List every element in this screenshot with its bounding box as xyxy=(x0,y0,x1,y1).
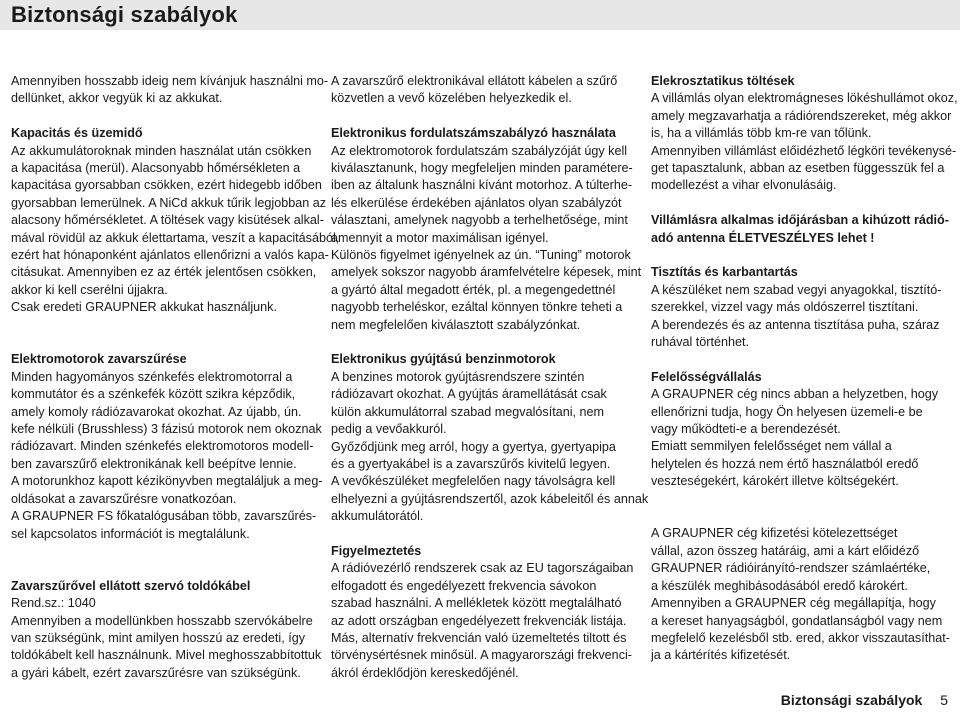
paragraph-spacer xyxy=(331,108,631,125)
text-line: nagyobb terheléskor, ezáltal könnyen tönkre teheti a xyxy=(331,300,623,315)
text-line: Minden hagyományos szénkefés elektromotorral a xyxy=(11,369,293,384)
text-line: a gyártó által megadott érték, pl. a megengedettnél xyxy=(331,282,616,297)
paragraph-spacer xyxy=(651,351,951,368)
text-line: A rádióvezérlő rendszerek csak az EU tagországaiban xyxy=(331,561,634,576)
paragraph-spacer xyxy=(11,560,311,577)
text-line: ellenőrizni tudja, hogy Ön helyesen üzemeli-e be xyxy=(651,404,923,419)
text-line: dellünket, akkor vegyük ki az akkukat. xyxy=(11,91,223,106)
text-line: Amennyiben villámlást előidézhető légköri tevékenysé- xyxy=(651,143,957,158)
section-heading: Elektromotorok zavarszűrése xyxy=(11,352,187,367)
section-heading: Felelősségvállalás xyxy=(651,369,762,384)
text-line: akkor ki kell cserélni újjakra. xyxy=(11,282,168,297)
text-line: pedig a vevőakkuról. xyxy=(331,422,447,437)
text-line: vagy működteti-e a berendezését. xyxy=(651,422,841,437)
text-line: veszteségekért, károkért illetve költségekért. xyxy=(651,474,899,489)
text-line: gyorsabban lemerülnek. A NiCd akkuk tűrik legjobban az xyxy=(11,195,327,210)
text-line: Csak eredeti GRAUPNER akkukat használjunk. xyxy=(11,300,277,315)
text-column-3 xyxy=(651,73,958,665)
text-line: amely megzavarhatja a rádiórendszereket, még akkor xyxy=(651,108,952,123)
text-line: az adott országban engedélyezett frekvenciák listája. xyxy=(331,613,627,628)
page-number: 5 xyxy=(940,692,948,708)
text-line: a készülék meghibásodásából eredő károkért. xyxy=(651,578,908,593)
paragraph-spacer xyxy=(651,247,951,264)
section-heading: Tisztítás és karbantartás xyxy=(651,265,798,280)
text-line: A motorunkhoz kapott kézikönyvben megtaláljuk a meg- xyxy=(11,474,323,489)
text-line: Rend.sz.: 1040 xyxy=(11,596,96,611)
text-line: citásukat. Amennyiben ez az érték jelentősen csökken, xyxy=(11,265,317,280)
text-line: Az akkumulátoroknak minden használat után csökken xyxy=(11,143,312,158)
text-line: szabad használni. A mellékletek között megtalálható xyxy=(331,596,622,611)
text-line: A benzines motorok gyújtásrendszere szintén xyxy=(331,369,585,384)
page-header xyxy=(0,0,960,30)
text-line: a kereset hanyagságból, gondatlanságból vagy nem xyxy=(651,613,943,628)
text-line: toldókábelt kell használnunk. Mivel meghosszabbítottuk xyxy=(11,648,322,663)
text-line: A villámlás olyan elektromágneses lökéshullámot okoz, xyxy=(651,91,958,106)
text-line: törvénysértésnek minősül. A magyarországi frekvenci- xyxy=(331,648,632,663)
text-line: ja a kártérítés kifizetését. xyxy=(651,648,791,663)
text-line: elfogadott és engedélyezett frekvencia sávokon xyxy=(331,578,597,593)
text-line: sel kapcsolatos információt is megtalálunk. xyxy=(11,526,250,541)
text-line: választani, amelynek nagyobb a terhelhetősége, mint xyxy=(331,213,628,228)
text-line: ákról érdeklődjön kereskedőjénél. xyxy=(331,665,519,680)
text-line: Győződjünk meg arról, hogy a gyertya, gyertyapipa xyxy=(331,439,616,454)
section-heading: Elektronikus fordulatszámszabályzó használata xyxy=(331,126,616,141)
paragraph-spacer xyxy=(331,334,631,351)
text-line: kiválasztanunk, hogy megfeleljen minden paramétere- xyxy=(331,161,633,176)
text-line: A GRAUPNER cég nincs abban a helyzetben, hogy xyxy=(651,387,939,402)
text-line: Más, alternatív frekvencián való üzemeltetés tiltott és xyxy=(331,630,627,645)
text-line: A zavarszűrő elektronikával ellátott kábelen a szűrő xyxy=(331,74,618,88)
text-line: is, ha a villámlás több km-re van tőlünk. xyxy=(651,126,872,141)
text-line: és a gyertyakábel is a zavarszűrős kivitelű legyen. xyxy=(331,456,611,471)
footer-title: Biztonsági szabályok xyxy=(780,692,923,708)
section-heading: Kapacitás és üzemidő xyxy=(11,126,143,141)
text-line: a gyári kábelt, ezért zavarszűrésre van szükségünk. xyxy=(11,665,301,680)
text-line: akkumulátorától. xyxy=(331,509,424,524)
text-line: Emiatt semmilyen felelősséget nem vállal a xyxy=(651,439,892,454)
text-line: van szükségünk, mint amilyen hosszú az eredeti, így xyxy=(11,630,305,645)
text-line: Az elektromotorok fordulatszám szabályzóját úgy kell xyxy=(331,143,628,158)
text-line: GRAUPNER rádióirányító-rendszer számlaértéke, xyxy=(651,561,931,576)
text-line: modellezést a vihar elvonulásáig. xyxy=(651,178,837,193)
text-line: amennyit a motor maximálisan igényel. xyxy=(331,230,549,245)
text-line: oldásokat a zavarszűrésre vonatkozóan. xyxy=(11,491,237,506)
text-line: Amennyiben hosszabb ideig nem kívánjuk használni mo- xyxy=(11,74,329,88)
text-line: mával rövidül az akkuk élettartama, veszít a kapacitásából, xyxy=(11,230,340,245)
text-line: A vevőkészüléket megfelelően nagy távolságra kell xyxy=(331,474,616,489)
text-line: szerekkel, vizzel vagy más oldószerrel tisztítani. xyxy=(651,300,919,315)
section-heading: Villámlásra alkalmas időjárásban a kihúzott rádió- xyxy=(651,213,949,228)
text-line: ezért hat hónaponként ajánlatos ellenőrizni a valós kapa- xyxy=(11,248,329,263)
text-line: A készüléket nem szabad vegyi anyagokkal, tisztító- xyxy=(651,282,942,297)
text-line: a kapacitása (merül). Alacsonyabb hőmérsékleten a xyxy=(11,161,301,176)
text-line: A GRAUPNER cég kifizetési kötelezettséget xyxy=(651,526,898,541)
paragraph-spacer xyxy=(11,317,311,334)
page-footer xyxy=(781,691,948,709)
text-line: helytelen és hozzá nem értő használatból eredő xyxy=(651,456,919,471)
section-heading: Elektronikus gyújtású benzinmotorok xyxy=(331,352,556,367)
section-heading: Zavarszűrővel ellátott szervó toldókábel xyxy=(11,578,251,593)
text-column-2 xyxy=(331,73,649,682)
paragraph-spacer xyxy=(651,491,951,508)
text-line: ben zavarszűrő elektronikának kell beépítve lennie. xyxy=(11,456,297,471)
paragraph-spacer xyxy=(11,334,311,351)
page-title: Biztonsági szabályok xyxy=(11,2,238,27)
text-line: iben az általunk használni kívánt motorhoz. A túlterhe- xyxy=(331,178,633,193)
text-line: kapacitása gyorsabban csökken, ezért hidegebb időben xyxy=(11,178,322,193)
text-line: ruhával történhet. xyxy=(651,335,750,350)
paragraph-spacer xyxy=(11,108,311,125)
text-line: amelyek sokszor nagyobb áramfelvételre képesek, mint xyxy=(331,265,642,280)
text-line: elhelyezni a gyújtásrendszertől, azok kábeleitől és annak xyxy=(331,491,649,506)
paragraph-spacer xyxy=(651,508,951,525)
text-line: kommutátor és a szénkefék között szikra képződik, xyxy=(11,387,296,402)
text-line: get tapasztalunk, abban az esetben függesszük fel a xyxy=(651,161,945,176)
paragraph-spacer xyxy=(331,526,631,543)
section-heading: Elekrosztatikus töltések xyxy=(651,74,795,88)
text-line: A berendezés és az antenna tisztítása puha, száraz xyxy=(651,317,940,332)
text-line: Amennyiben a GRAUPNER cég megállapítja, hogy xyxy=(651,596,936,611)
text-line: Amennyiben a modellünkben hosszabb szervókábelre xyxy=(11,613,313,628)
text-line: A GRAUPNER FS főkatalógusában több, zavarszűrés- xyxy=(11,509,317,524)
section-heading: Figyelmeztetés xyxy=(331,543,422,558)
text-line: alacsony hőmérsékletet. A töltések vagy kisütések alkal- xyxy=(11,213,324,228)
text-line: kefe nélküli (Brusshless) 3 fázisú motorok nem okoznak xyxy=(11,422,322,437)
text-line: rádiózavart okozhat. A gyújtás áramellátását csak xyxy=(331,387,607,402)
text-line: lés elkerülése érdekében ajánlatos olyan szabályzót xyxy=(331,195,622,210)
text-line: nem megfelelően kiválasztott szabályzónkat. xyxy=(331,317,581,332)
text-line: rádiózavart. Minden szénkefés elektromotoros modell- xyxy=(11,439,314,454)
text-line: Különös figyelmet igényelnek az ún. “Tuning” motorok xyxy=(331,248,631,263)
text-line: amely komoly rádiózavarokat okozhat. Az újabb, ún. xyxy=(11,404,302,419)
text-line: megfelelő kezelésből stb. ered, akkor visszautasíthat- xyxy=(651,630,950,645)
section-heading: adó antenna ÉLETVESZÉLYES lehet ! xyxy=(651,230,875,245)
paragraph-spacer xyxy=(651,195,951,212)
text-line: külön akkumulátorral szabad megvalósítani, nem xyxy=(331,404,605,419)
text-line: vállal, azon összeg határáig, ami a kárt előidéző xyxy=(651,543,920,558)
paragraph-spacer xyxy=(11,543,311,560)
text-column-1 xyxy=(11,73,340,682)
text-line: közvetlen a vevő közelében helyezkedik el. xyxy=(331,91,572,106)
